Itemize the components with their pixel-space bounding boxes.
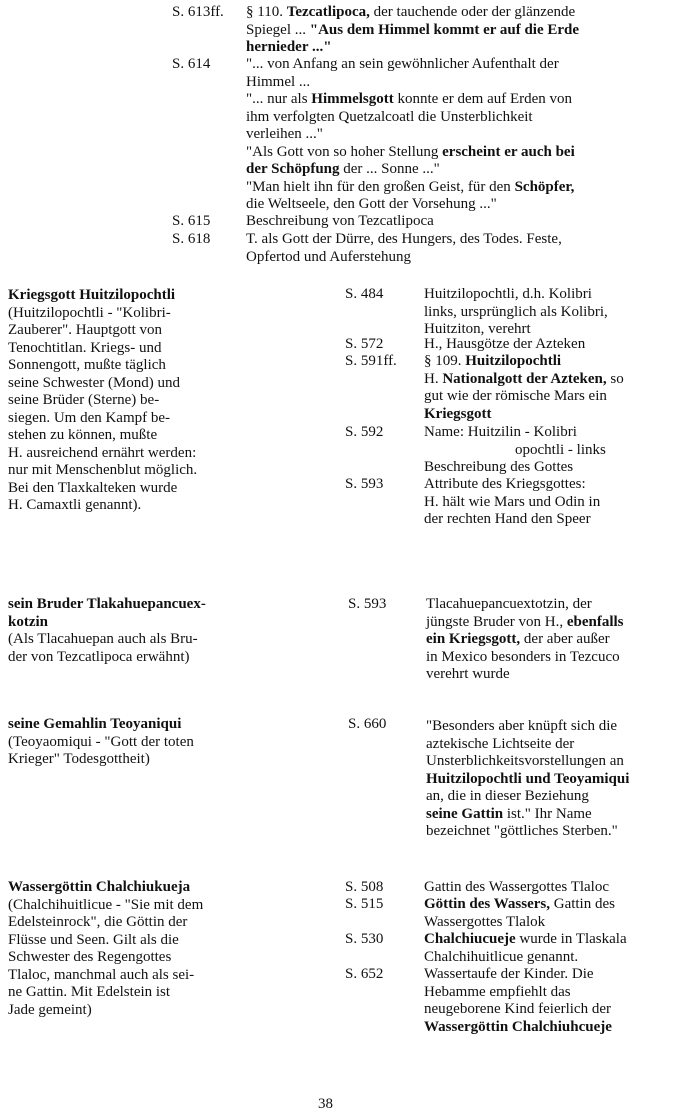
left-teoyaniqui — [8, 716, 268, 769]
entry-huitzilopochtli-592 — [424, 424, 606, 477]
text: so — [606, 370, 624, 387]
ref-660: S. 660 — [348, 716, 387, 732]
ref-613ff: S. 613ff. — [172, 4, 224, 20]
text: (Huitzilopochtli - "Kolibri- — [8, 304, 171, 321]
ref-593-tlakahuepan: S. 593 — [348, 596, 387, 612]
entry-title: kotzin — [8, 613, 49, 630]
text: Tlacahuepancuextotzin, der — [426, 596, 592, 612]
term: erscheint er auch bei — [442, 143, 575, 160]
entry-huitzilopochtli-593 — [424, 476, 600, 529]
term: Himmelsgott — [311, 91, 394, 107]
text: aztekische Lichtseite der — [426, 735, 575, 752]
term: Chalchiucueje — [424, 931, 516, 947]
left-huitzilopochtli — [8, 287, 268, 515]
text: Tenochtitlan. Kriegs- und — [8, 339, 162, 356]
term: Huitzilopochtli — [465, 353, 562, 369]
text: Wassergottes Tlalok — [424, 913, 546, 930]
text: Wassertaufe der Kinder. Die — [424, 966, 594, 982]
left-tlakahuepan — [8, 596, 268, 666]
text: Hebamme empfiehlt das — [424, 983, 571, 1000]
entry-chalchiu-530 — [424, 931, 627, 966]
text: "... nur als — [246, 91, 312, 107]
text: Himmel ... — [246, 73, 311, 90]
text: seine Schwester (Mond) und — [8, 374, 181, 391]
term: Tezcatlipoca, — [286, 4, 370, 20]
text: konnte er dem auf Erden von — [393, 91, 573, 107]
text: (Chalchihuitlicue - "Sie mit dem — [8, 896, 204, 913]
text: der ... Sonne ..." — [339, 161, 440, 177]
entry-tezcatlipoca-614 — [246, 56, 575, 214]
text: opochtli - links — [515, 441, 606, 458]
entry-title: sein Bruder Tlakahuepancuex- — [8, 596, 206, 612]
text: Attribute des Kriegsgottes: — [424, 476, 586, 492]
text: Unsterblichkeitsvorstellungen an — [426, 753, 624, 769]
text: bezeichnet "göttliches Sterben." — [426, 823, 618, 839]
text: gut wie der römische Mars ein — [424, 388, 607, 404]
text: Huitziton, verehrt — [424, 321, 531, 337]
text: Edelsteinrock", die Göttin der — [8, 914, 188, 930]
text: der rechten Hand den Speer — [424, 511, 591, 527]
term: Nationalgott der Azteken, — [442, 370, 607, 387]
ref-618: S. 618 — [172, 231, 211, 247]
text: Sonnengott, mußte täglich — [8, 357, 166, 373]
text: "... von Anfang an sein gewöhnlicher Aufenthalt der — [246, 56, 559, 72]
text: links, ursprünglich als Kolibri, — [424, 303, 608, 320]
text: wurde in Tlaskala — [515, 931, 627, 947]
page-number: 38 — [318, 1096, 333, 1112]
text: ihm verfolgten Quetzalcoatl die Unsterblichkeit — [246, 108, 533, 125]
text: H. ausreichend ernährt werden: — [8, 444, 197, 461]
text: die Weltseele, den Gott der Vorsehung ..." — [246, 196, 497, 212]
ref-572: S. 572 — [345, 336, 384, 352]
term: der Schöpfung — [246, 161, 340, 177]
entry-huitzilopochtli-572: H., Hausgötze der Azteken — [424, 336, 586, 352]
entry-huitzilopochtli-591 — [424, 353, 624, 423]
text: H. Camaxtli genannt). — [8, 497, 142, 513]
text: (Als Tlacahuepan auch als Bru- — [8, 631, 198, 647]
text: H. — [424, 370, 443, 387]
term: Kriegsgott — [424, 405, 492, 422]
entry-tezcatlipoca-618 — [246, 231, 562, 266]
ref-530: S. 530 — [345, 931, 384, 947]
term: ebenfalls — [566, 613, 624, 630]
entry-tlakahuepan — [426, 596, 624, 684]
ref-515: S. 515 — [345, 896, 384, 912]
text: "Besonders aber knüpft sich die — [426, 718, 618, 734]
text: ist." Ihr Name — [503, 805, 592, 822]
text: Tlaloc, manchmal auch als sei- — [8, 966, 195, 983]
text: Spiegel ... — [246, 21, 310, 38]
entry-teoyaniqui — [426, 718, 629, 841]
quote: "Aus dem Himmel kommt er auf die Erde — [309, 21, 580, 38]
text: (Teoyaomiqui - "Gott der toten — [8, 733, 194, 750]
text: nur mit Menschenblut möglich. — [8, 462, 198, 478]
text: stehen zu können, mußte — [8, 427, 158, 443]
entry-chalchiu-515 — [424, 896, 615, 931]
text: neugeborene Kind feierlich der — [424, 1001, 611, 1017]
term: Wassergöttin Chalchiuhcueje — [424, 1018, 612, 1035]
text: Zauberer". Hauptgott von — [8, 322, 162, 338]
ref-593: S. 593 — [345, 476, 384, 492]
text: an, die in dieser Beziehung — [426, 788, 589, 804]
text: Name: Huitzilin - Kolibri — [424, 424, 577, 440]
text: Beschreibung des Gottes — [424, 459, 574, 475]
entry-title: Kriegsgott Huitzilopochtli — [8, 287, 176, 303]
text: T. als Gott der Dürre, des Hungers, des Todes. Feste, — [246, 231, 562, 247]
term: Huitzilopochtli und Teoyamiqui — [426, 770, 630, 787]
text: in Mexico besonders in Tezcuco — [426, 648, 620, 665]
ref-614: S. 614 — [172, 56, 211, 72]
text: "Als Gott von so hoher Stellung — [246, 143, 443, 160]
term: ein Kriegsgott, — [426, 631, 521, 647]
ref-615: S. 615 — [172, 213, 211, 229]
text: der aber außer — [520, 631, 610, 647]
text: § 109. — [424, 353, 466, 369]
ref-591ff: S. 591ff. — [345, 353, 397, 369]
entry-tezcatlipoca-615: Beschreibung von Tezcatlipoca — [246, 213, 434, 229]
ref-652: S. 652 — [345, 966, 384, 982]
text: Chalchihuitlicue genannt. — [424, 948, 579, 965]
entry-huitzilopochtli-484 — [424, 286, 608, 339]
text: Krieger" Todesgottheit) — [8, 751, 150, 767]
text: jüngste Bruder von H., — [426, 613, 567, 630]
ref-508: S. 508 — [345, 879, 384, 895]
text: ne Gattin. Mit Edelstein ist — [8, 984, 171, 1000]
text: Bei den Tlaxkalteken wurde — [8, 479, 178, 496]
entry-chalchiu-508: Gattin des Wassergottes Tlaloc — [424, 879, 610, 895]
term: Göttin des Wassers, — [424, 896, 550, 912]
text: siegen. Um den Kampf be- — [8, 409, 171, 426]
text: Schwester des Regengottes — [8, 949, 172, 965]
text: "Man hielt ihn für den großen Geist, für den — [246, 178, 515, 195]
ref-592: S. 592 — [345, 424, 384, 440]
quote: hernieder ..." — [246, 39, 332, 55]
text: Gattin des — [549, 896, 615, 912]
term: Schöpfer, — [514, 178, 575, 195]
entry-title: seine Gemahlin Teoyaniqui — [8, 716, 182, 732]
text: Huitzilopochtli, d.h. Kolibri — [424, 286, 592, 302]
text: der tauchende oder der glänzende — [369, 4, 576, 20]
text: H. hält wie Mars und Odin in — [424, 493, 601, 510]
term: seine Gattin — [426, 805, 504, 822]
entry-chalchiu-652 — [424, 966, 612, 1036]
text: Jade gemeint) — [8, 1001, 92, 1018]
text: Flüsse und Seen. Gilt als die — [8, 931, 179, 948]
text: seine Brüder (Sterne) be- — [8, 392, 160, 408]
entry-title: Wassergöttin Chalchiukueja — [8, 879, 191, 895]
entry-tezcatlipoca-613 — [246, 4, 579, 57]
text: § 110. — [246, 4, 287, 20]
text: verleihen ..." — [246, 126, 323, 142]
text: verehrt wurde — [426, 666, 510, 682]
text: der von Tezcatlipoca erwähnt) — [8, 648, 190, 665]
left-chalchiukueja — [8, 879, 268, 1019]
ref-484: S. 484 — [345, 286, 384, 302]
text: Opfertod und Auferstehung — [246, 248, 411, 265]
